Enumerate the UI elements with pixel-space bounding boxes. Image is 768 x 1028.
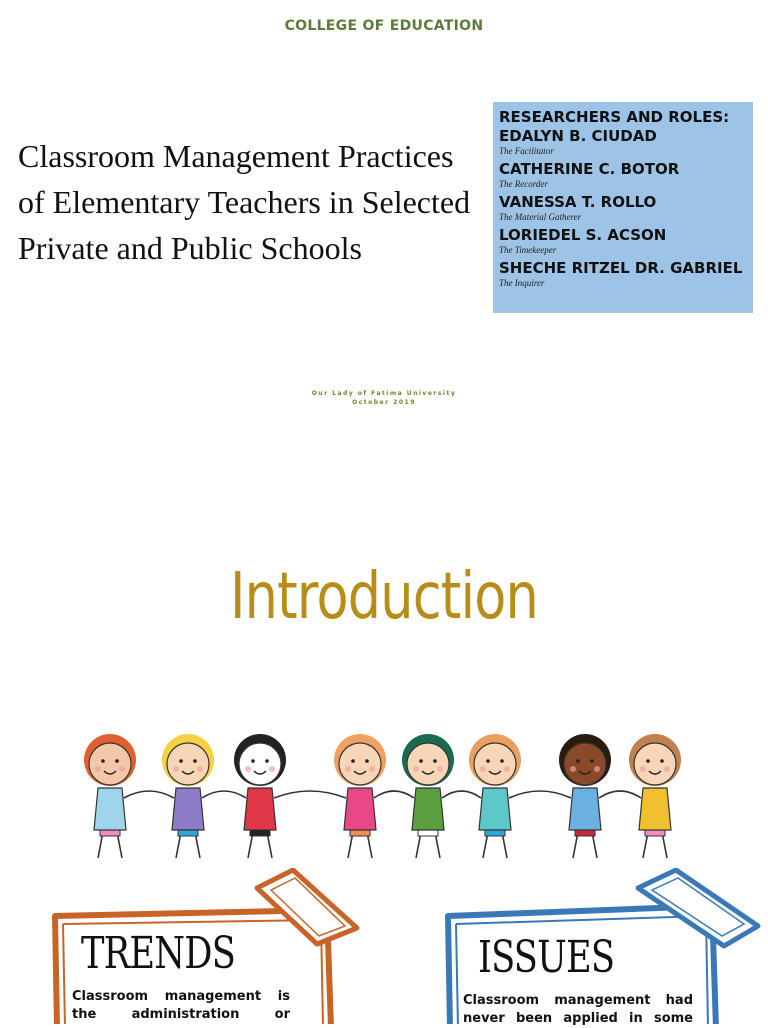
researcher-role: The Timekeeper xyxy=(499,245,557,255)
trends-card xyxy=(45,868,375,1024)
researcher-name: LORIEDEL S. ACSON xyxy=(499,226,667,244)
researcher-role: The Material Gatherer xyxy=(499,212,582,222)
presentation-title: Classroom Management Practices of Elementary Teachers in Selected Private and Public Schools xyxy=(18,138,471,266)
issues-text-line1: Classroom management had xyxy=(463,993,693,1008)
introduction-title: Introduction xyxy=(230,560,538,634)
researcher-name: CATHERINE C. BOTOR xyxy=(499,160,680,178)
researcher-role: The Facilitator xyxy=(499,146,554,156)
university-info xyxy=(0,389,768,407)
researcher-name: SHECHE RITZEL DR. GABRIEL xyxy=(499,259,743,277)
researcher-role: The Recorder xyxy=(499,179,548,189)
issues-card xyxy=(440,868,768,1024)
researcher-role: The Inquirer xyxy=(499,278,545,288)
researchers-panel xyxy=(493,102,753,313)
university-name: Our Lady of Fatima University xyxy=(311,390,457,397)
college-header: COLLEGE OF EDUCATION xyxy=(284,18,484,34)
researchers-heading: RESEARCHERS AND ROLES: xyxy=(499,108,730,126)
trends-text-line1: Classroom management is xyxy=(72,989,290,1004)
presentation-date: October 2019 xyxy=(352,399,416,406)
trends-title: TRENDS xyxy=(81,928,236,979)
children-illustration xyxy=(70,715,710,865)
issues-text-line2: never been applied in some xyxy=(463,1011,693,1026)
researcher-name: EDALYN B. CIUDAD xyxy=(499,127,657,145)
researcher-name: VANESSA T. ROLLO xyxy=(499,193,657,211)
issues-title: ISSUES xyxy=(478,932,615,983)
trends-text-line2: the administration or xyxy=(72,1007,290,1022)
